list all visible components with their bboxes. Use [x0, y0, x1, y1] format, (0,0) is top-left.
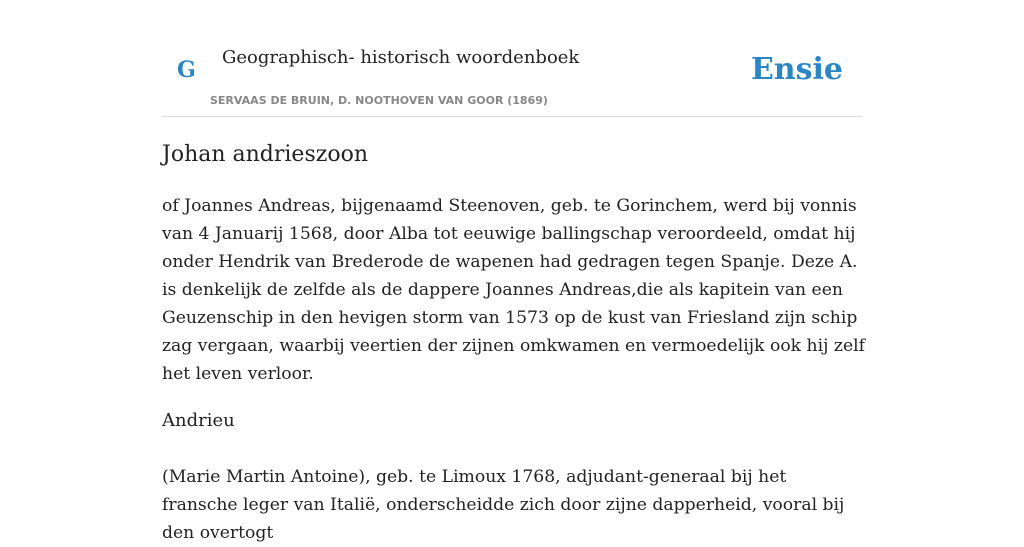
related-entry-body: (Marie Martin Antoine), geb. te Limoux 1768, adjudant-generaal bij het fransche leger van Italië, onderscheidde zich door zijne dapperheid, vooral bij den overtogt [162, 467, 845, 543]
entry-body: of Joannes Andreas, bijgenaamd Steenoven, geb. te Gorinchem, werd bij vonnis van 4 Januarij 1568, door Alba tot eeuwige ballingschap veroordeeld, omdat hij onder Hendrik van Brederode de wapenen had gedragen tegen Spanje. Deze A. is denkelijk de zelfde als de dappere Joannes Andreas,die als kapitein van een Geuzenschip in den hevigen storm van 1573 op de kust van Friesland zijn schip zag vergaan, waarbij veertien der zijnen omkwamen en vermoedelijk ook hij zelf het leven verloor. [162, 196, 865, 384]
book-authors: SERVAAS DE BRUIN, D. NOOTHOVEN VAN GOOR (1869) [210, 94, 548, 107]
related-entry-title[interactable]: Andrieu [162, 410, 235, 431]
ensie-logo-link[interactable]: Ensie [750, 52, 843, 87]
book-logo-icon[interactable]: G [177, 57, 196, 83]
page-header [162, 0, 862, 117]
entry-title: Johan andrieszoon [162, 142, 368, 167]
book-title-link[interactable]: Geographisch- historisch woordenboek [222, 47, 580, 68]
